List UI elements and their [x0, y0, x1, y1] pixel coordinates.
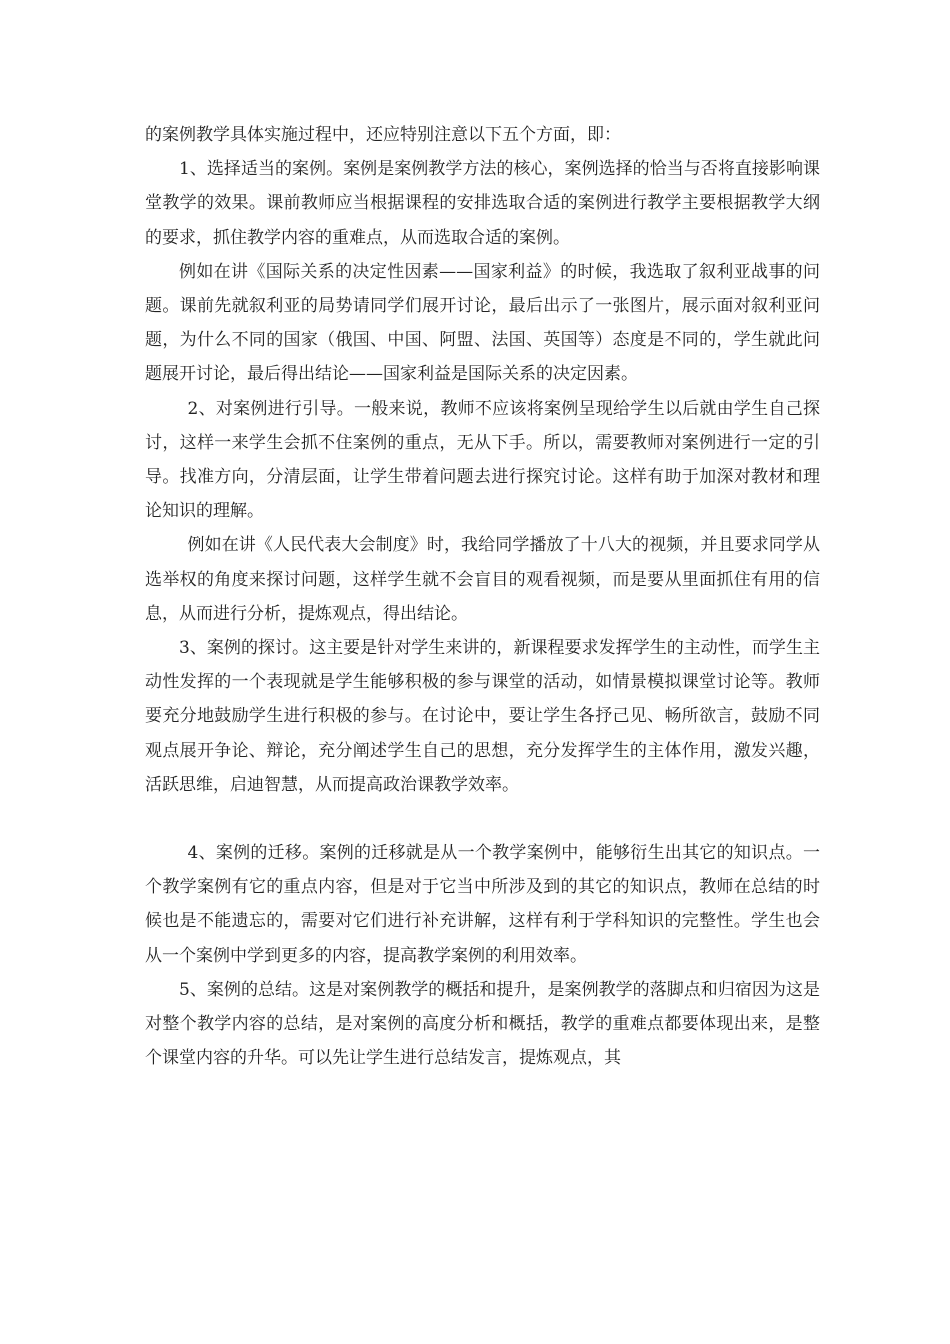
paragraph-point-4: 4、案例的迁移。案例的迁移就是从一个教学案例中，能够衍生出其它的知识点。一个教学案例有它的重点内容，但是对于它当中所涉及到的其它的知识点，教师在总结的时候也是不能遗忘的，需要对它们进行补充讲解，这样有利于学科知识的完整性。学生也会从一个案例中学到更多的内容，提高教学案例的利用效率。 [145, 843, 820, 966]
paragraph-point-1: 1、选择适当的案例。案例是案例教学方法的核心，案例选择的恰当与否将直接影响课堂教学的效果。课前教师应当根据课程的安排选取合适的案例进行教学主要根据教学大纲的要求，抓住教学内容的重难点，从而选取合适的案例。 [145, 159, 820, 248]
paragraph-example-2: 例如在讲《人民代表大会制度》时，我给同学播放了十八大的视频，并且要求同学从选举权的角度来探讨问题，这样学生就不会盲目的观看视频，而是要从里面抓住有用的信息，从而进行分析，提炼观点，得出结论。 [145, 535, 820, 624]
paragraph-example-1: 例如在讲《国际关系的决定性因素——国家利益》的时候，我选取了叙利亚战事的问题。课前先就叙利亚的局势请同学们展开讨论，最后出示了一张图片，展示面对叙利亚问题，为什么不同的国家（俄国、中国、阿盟、法国、英国等）态度是不同的，学生就此问题展开讨论，最后得出结论——国家利益是国际关系的决定因素。 [145, 261, 820, 385]
paragraph-gap [145, 802, 820, 836]
paragraph-point-5: 5、案例的总结。这是对案例教学的概括和提升，是案例教学的落脚点和归宿因为这是对整个教学内容的总结，是对案例的高度分析和概括，教学的重难点都要体现出来，是整个课堂内容的升华。可以先让学生进行总结发言，提炼观点，其 [145, 979, 820, 1069]
document-body [145, 118, 820, 1075]
paragraph-point-2: 2、对案例进行引导。一般来说，教师不应该将案例呈现给学生以后就由学生自己探讨，这样一来学生会抓不住案例的重点，无从下手。所以，需要教师对案例进行一定的引导。找准方向，分清层面，让学生带着问题去进行探究讨论。这样有助于加深对教材和理论知识的理解。 [145, 398, 820, 522]
paragraph-intro: 的案例教学具体实施过程中，还应特别注意以下五个方面，即： [145, 125, 621, 145]
paragraph-point-3: 3、案例的探讨。这主要是针对学生来讲的，新课程要求发挥学生的主动性，而学生主动性发挥的一个表现就是学生能够积极的参与课堂的活动，如情景模拟课堂讨论等。教师要充分地鼓励学生进行积极的参与。在讨论中，要让学生各抒己见、畅所欲言，鼓励不同观点展开争论、辩论，充分阐述学生自己的思想，充分发挥学生的主体作用，激发兴趣，活跃思维，启迪智慧，从而提高政治课教学效率。 [145, 638, 820, 795]
